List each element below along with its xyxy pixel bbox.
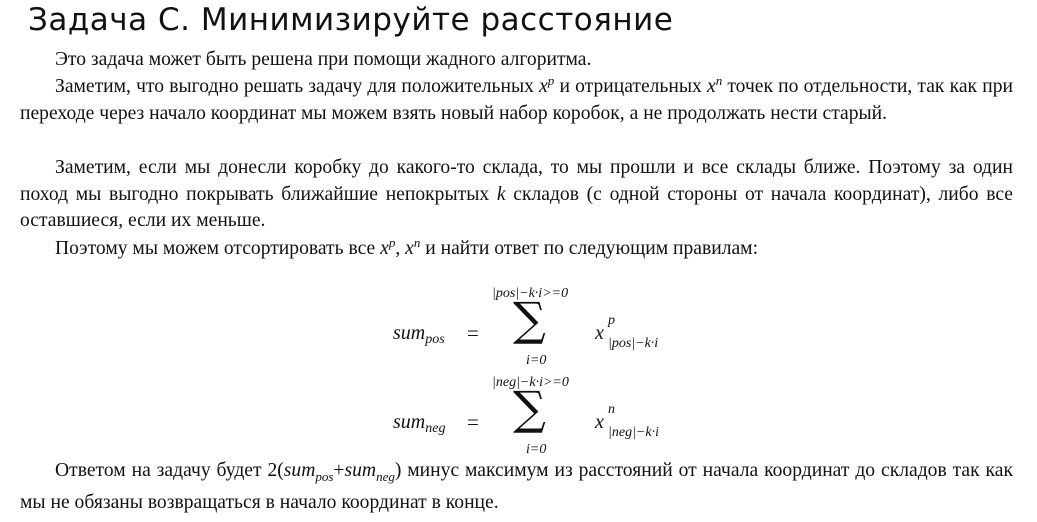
equation-sum-pos <box>375 286 695 378</box>
eq1-term-subscript: |pos|−k·i <box>608 336 659 351</box>
paragraph-split-text-a: Заметим, что выгодно решать задачу для положительных <box>55 76 540 97</box>
eq2-sigma-symbol: ∑ <box>513 381 546 435</box>
paragraph-cover-text-a: Заметим, если мы донесли коробку до какого-то склада, то мы прошли и все склады ближе. Поэтому за один поход мы выгодно покрывать ближайшие непокрытых <box>20 157 1013 205</box>
paragraph-greedy <box>20 47 1013 74</box>
paragraph-split-text-c: точек по отдельности, так как при переходе через начало координат мы можем взять новый набор коробок, а не продолжать нести старый. <box>20 76 1013 124</box>
paragraph-answer-text-a: Ответом на задачу будет 2( <box>55 460 284 481</box>
eq2-term-subscript: |neg|−k·i <box>608 425 659 440</box>
math-sup-p: p <box>388 235 396 250</box>
paragraph-answer-text-b: ) минус максимум из расстояний от начала координат до складов так как мы не обязаны возвращаться в начало координат в конце. <box>20 460 1013 514</box>
paragraph-sort-text-b: и найти ответ по следующим правилам: <box>420 238 759 259</box>
eq1-lhs <box>393 322 445 345</box>
eq2-lower-limit: i=0 <box>526 442 547 457</box>
eq1-lhs-subscript: pos <box>425 332 445 347</box>
math-sub-neg: neg <box>376 468 395 484</box>
math-k: k <box>496 183 506 205</box>
paragraph-split <box>20 74 1013 127</box>
math-x: x <box>405 238 414 259</box>
eq1-term: x <box>595 322 604 344</box>
paragraph-sort <box>20 236 1013 263</box>
eq1-lower-limit: i=0 <box>526 353 547 368</box>
eq2-term-superscript: n <box>608 402 615 417</box>
paragraph-answer <box>20 458 1013 517</box>
math-separator: , <box>395 238 406 259</box>
eq1-sigma-symbol: ∑ <box>513 292 546 346</box>
paragraph-greedy-text: Это задача может быть решена при помощи жадного алгоритма. <box>55 49 592 70</box>
eq2-upper-limit: |neg|−k·i>=0 <box>492 375 569 390</box>
math-sum: sum <box>283 460 316 481</box>
paragraph-cover-text-b: складов (с одной стороны от начала координат), либо все оставшиеся, если их меньше. <box>20 183 1013 231</box>
math-plus: + <box>333 460 345 481</box>
eq2-lhs <box>393 411 445 434</box>
eq1-lhs-name: sum <box>393 322 426 344</box>
eq1-equals: = <box>467 321 479 345</box>
eq2-lhs-name: sum <box>393 411 426 433</box>
math-sum: sum <box>344 460 377 481</box>
math-x: x <box>380 238 389 259</box>
math-x: x <box>539 76 548 97</box>
math-sup-n: n <box>715 73 723 88</box>
math-sup-n: n <box>413 235 421 250</box>
eq2-lhs-subscript: neg <box>425 421 446 436</box>
math-sub-pos: pos <box>315 468 334 484</box>
eq1-upper-limit: |pos|−k·i>=0 <box>492 286 569 301</box>
paragraph-split-text-b: и отрицательных <box>554 76 707 97</box>
equation-sum-neg <box>375 375 695 467</box>
paragraph-sort-text-a: Поэтому мы можем отсортировать все <box>55 238 381 259</box>
math-sup-p: p <box>547 73 555 88</box>
eq1-term-superscript: p <box>608 313 615 328</box>
math-x: x <box>706 76 716 97</box>
paragraph-cover <box>20 155 1013 235</box>
eq2-term: x <box>595 411 604 433</box>
eq2-equals: = <box>467 410 479 434</box>
problem-title: Задача C. Минимизируйте расстояние <box>28 2 674 38</box>
